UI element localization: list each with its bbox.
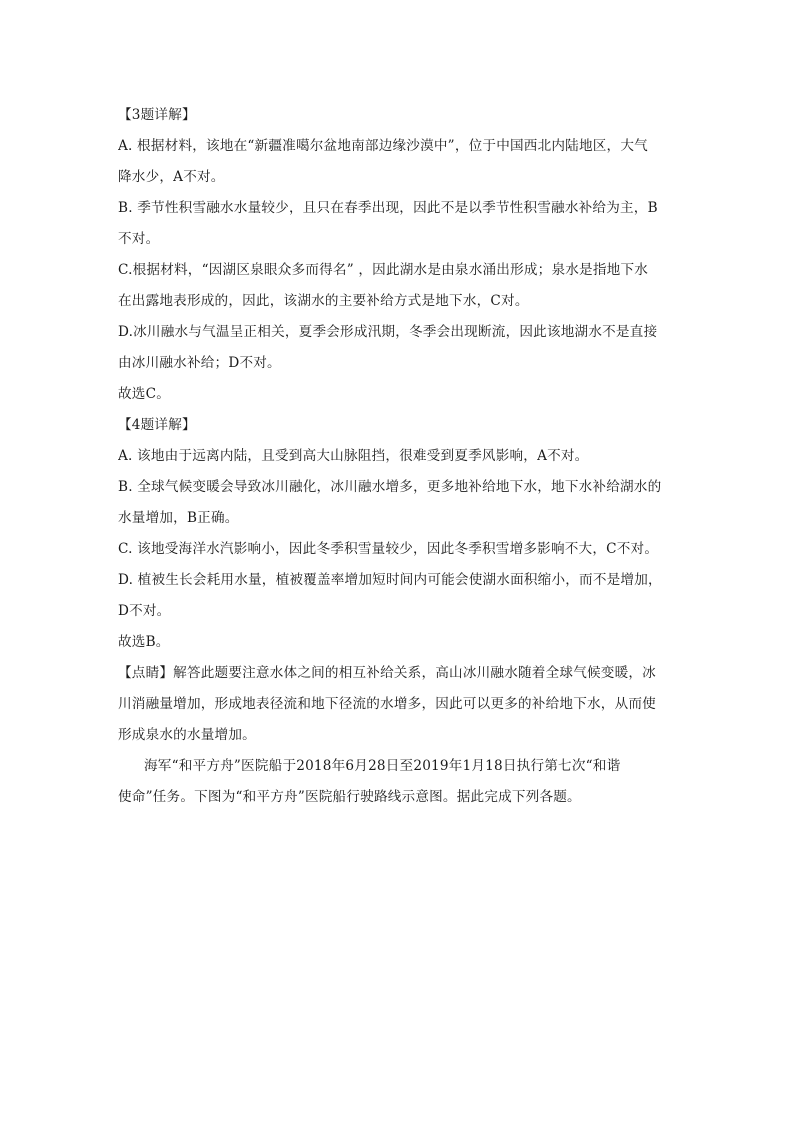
q4-option-b-line-2: 水量增加，B正确。 (118, 510, 239, 526)
q3-option-c-line-2: 在出露地表形成的，因此，该湖水的主要补给方式是地下水，C对。 (118, 293, 529, 309)
new-question-intro-line-2: 使命”任务。下图为“和平方舟”医院船行驶路线示意图。据此完成下列各题。 (118, 789, 581, 805)
q4-option-d-line-2: D不对。 (118, 603, 171, 619)
q4-answer: 故选B。 (118, 634, 170, 650)
q3-option-d-line-2: 由冰川融水补给；D不对。 (118, 355, 281, 371)
q3-option-c-line-1: C.根据材料，“因湖区泉眼众多而得名” ，因此湖水是由泉水涌出形成；泉水是指地下水 (118, 262, 649, 278)
q3-option-a-line-2: 降水少，A不对。 (118, 169, 225, 185)
q4-option-a: A. 该地由于远离内陆，且受到高大山脉阻挡，很难受到夏季风影响，A不对。 (118, 448, 589, 464)
key-point-line-3: 形成泉水的水量增加。 (118, 727, 256, 743)
q3-option-a-line-1: A. 根据材料，该地在“新疆准噶尔盆地南部边缘沙漠中”，位于中国西北内陆地区，大气 (118, 138, 648, 154)
q3-option-b-line-1: B. 季节性积雪融水水量较少，且只在春季出现，因此不是以季节性积雪融水补给为主，B (118, 200, 658, 216)
key-point-line-1: 【点睛】解答此题要注意水体之间的相互补给关系，高山冰川融水随着全球气候变暖，冰 (118, 665, 656, 681)
new-question-intro-line-1: 海军“和平方舟”医院船于2018年6月28日至2019年1月18日执行第七次“和谐 (144, 758, 621, 774)
q4-option-c: C. 该地受海洋水汽影响小，因此冬季积雪量较少，因此冬季积雪增多影响不大，C不对。 (118, 541, 659, 557)
q4-option-b-line-1: B. 全球气候变暖会导致冰川融化，冰川融水增多，更多地补给地下水，地下水补给湖水的 (118, 479, 662, 495)
q3-answer: 故选C。 (118, 386, 170, 402)
section-heading-q4: 【4题详解】 (118, 417, 196, 433)
document-page (118, 100, 678, 813)
q4-option-d-line-1: D. 植被生长会耗用水量，植被覆盖率增加短时间内可能会使湖水面积缩小，而不是增加， (118, 572, 662, 588)
key-point-line-2: 川消融量增加，形成地表径流和地下径流的水增多，因此可以更多的补给地下水，从而使 (118, 696, 656, 712)
section-heading-q3: 【3题详解】 (118, 107, 196, 123)
q3-option-d-line-1: D.冰川融水与气温呈正相关，夏季会形成汛期，冬季会出现断流，因此该地湖水不是直接 (118, 324, 658, 340)
q3-option-b-line-2: 不对。 (118, 231, 160, 247)
